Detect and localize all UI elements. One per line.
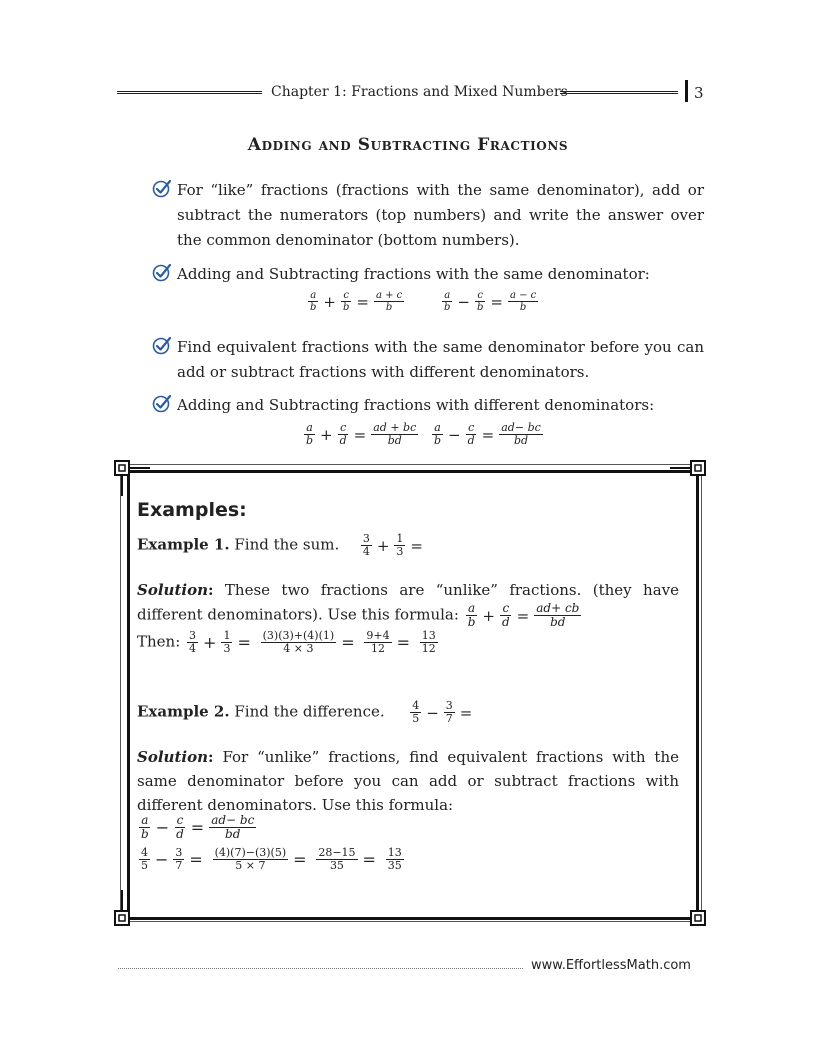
header-divider [685, 80, 688, 102]
examples-heading: Examples: [137, 499, 247, 521]
page-number: 3 [694, 84, 704, 102]
chapter-title: Chapter 1: Fractions and Mixed Numbers [271, 84, 568, 100]
frame-corner-ornament-icon [112, 458, 152, 498]
example-2-solution: Solution: For “unlike” fractions, find equivalent fractions with the same denominator before you can add or subtract fractions with different denominators. Use this formula: [137, 748, 679, 814]
header-rule-left [117, 91, 262, 94]
example-1-steps: Then: $\frac{3}{4}$ + $\frac{1}{3}$ = $\frac{(3)(3)+(4)(1)}{4 \times 3}$ = $\frac{9+4}{12}$ = $\frac{13}{12}$ [137, 629, 436, 656]
frame-corner-ornament-icon [668, 458, 708, 498]
footer-rule [118, 968, 523, 969]
check-circle-icon [152, 335, 172, 355]
example-1-prompt: Example 1. Find the sum. $\frac{3}{4}$ + $\frac{1}{3}$ = [137, 532, 423, 559]
footer-link[interactable]: www.EffortlessMath.com [531, 958, 691, 973]
check-circle-icon [152, 178, 172, 198]
formula-like-subtract: $\frac{a}{b}$ − $\frac{c}{b}$ = $\frac{a - c}{b}$ [444, 290, 537, 313]
header-rule-right [560, 91, 678, 94]
example-2-formula: $\frac{a}{b}$ − $\frac{c}{d}$ = $\frac{ad- bc}{bd}$ [141, 813, 255, 842]
bullet-3 [152, 335, 704, 385]
bullet-4 [152, 393, 704, 418]
example-2-steps: $\frac{4}{5}$ − $\frac{3}{7}$ = $\frac{(4)(7)-(3)(5)}{5 \times 7}$ = $\frac{28-15}{35}$ = $\frac{13}{35}$ [141, 846, 402, 873]
check-circle-icon [152, 262, 172, 282]
section-title: Adding and Subtracting Fractions [247, 135, 569, 155]
frame-corner-ornament-icon [668, 888, 708, 928]
formula-unlike-subtract: $\frac{a}{b}$ − $\frac{c}{d}$ = $\frac{ad- bc}{bd}$ [434, 421, 541, 448]
formula-like-add: $\frac{a}{b}$ + $\frac{c}{b}$ = $\frac{a + c}{b}$ [310, 290, 403, 313]
bullet-text: Adding and Subtracting fractions with different denominators: [177, 396, 655, 414]
check-circle-icon [152, 393, 172, 413]
frame-corner-ornament-icon [112, 888, 152, 928]
formula-unlike-add: $\frac{a}{b}$ + $\frac{c}{d}$ = $\frac{ad + bc}{bd}$ [306, 421, 417, 448]
bullet-text: Find equivalent fractions with the same denominator before you can add or subtract fractions with different denominators. [177, 338, 704, 381]
example-1-solution: Solution: These two fractions are “unlike” fractions. (they have different denominators). Use this formula: $\frac{a}{b}$ + $\frac{c}{d}$ = $\frac{ad+ cb}{bd}$ [137, 581, 679, 630]
example-2-prompt: Example 2. Find the difference. $\frac{4}{5}$ − $\frac{3}{7}$ = [137, 699, 473, 726]
bullet-text: For “like” fractions (fractions with the same denominator), add or subtract the numerators (top numbers) and write the answer over the common denominator (bottom numbers). [177, 181, 704, 249]
bullet-text: Adding and Subtracting fractions with the same denominator: [177, 265, 650, 283]
bullet-1 [152, 178, 704, 253]
bullet-2 [152, 262, 704, 287]
